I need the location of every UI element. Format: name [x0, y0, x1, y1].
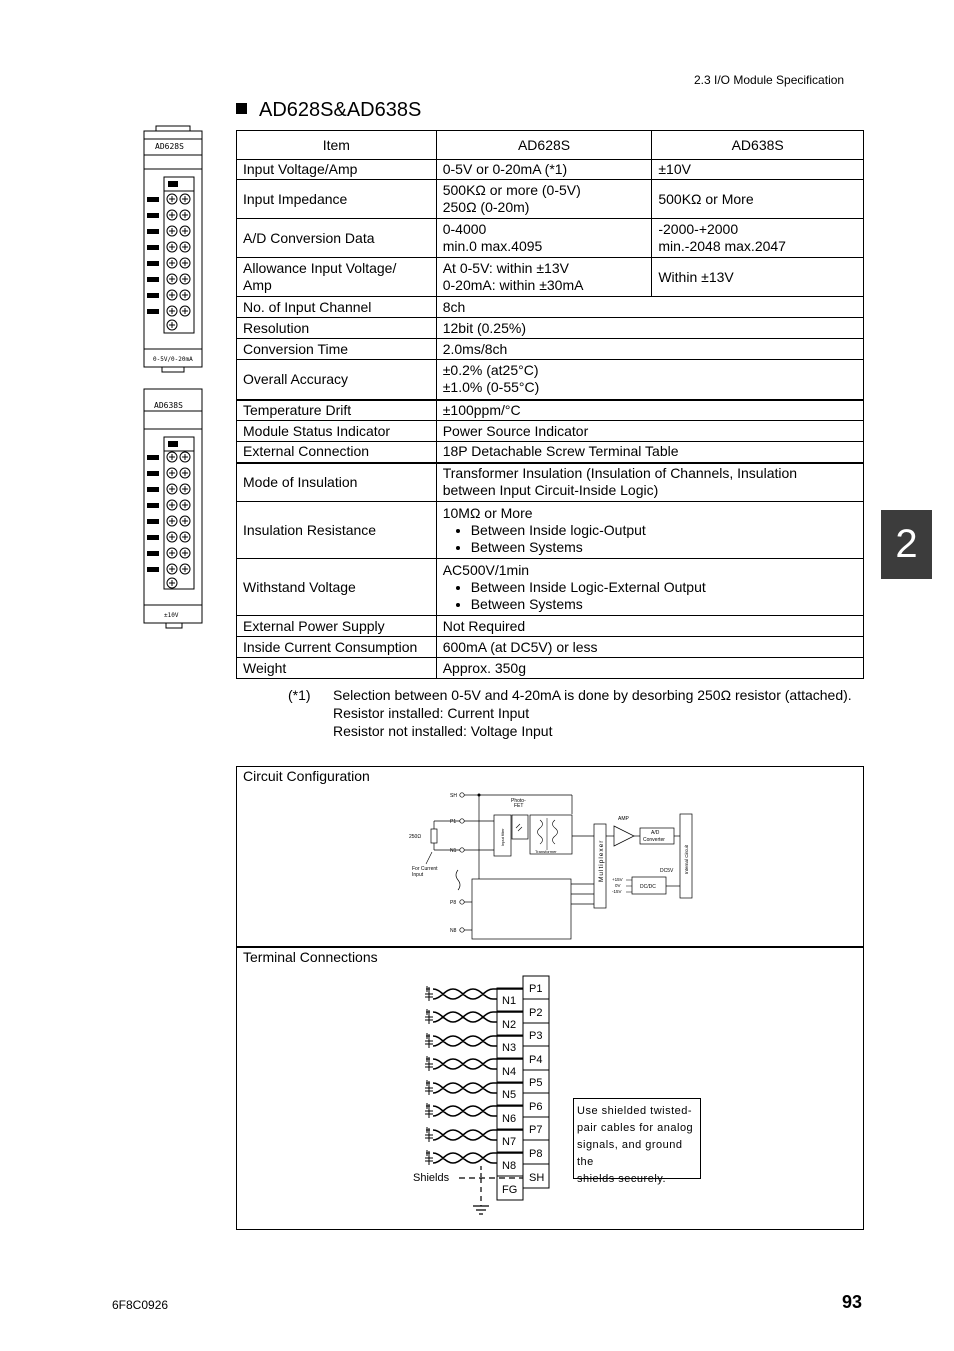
- sh-label: SH: [450, 793, 457, 799]
- row-item: Temperature Drift: [237, 400, 437, 421]
- input-filter-label: Input filter: [500, 828, 505, 846]
- rail-0v-label: 0V: [615, 883, 621, 888]
- row-item: Resolution: [237, 318, 437, 339]
- document-code: 6F8C0926: [112, 1298, 169, 1312]
- row-item: Allowance Input Voltage/ Amp: [237, 258, 437, 297]
- terminal-connections-label: Terminal Connections: [243, 949, 378, 965]
- common-value: 18P Detachable Screw Terminal Table: [436, 442, 863, 463]
- footnote-line: Selection between 0-5V and 4-20mA is done by desorbing 250Ω resistor (attached).: [333, 687, 852, 703]
- rail-plus15-label: +15V: [612, 877, 623, 882]
- ad628s-range-label: 0-5V/0-20mA: [153, 356, 193, 363]
- terminal-n8: N8: [502, 1160, 517, 1172]
- table-row: [237, 339, 864, 360]
- row-item: Weight: [237, 658, 437, 679]
- footnote-marker: (*1): [288, 687, 311, 703]
- ad638s-value: -2000-+2000 min.-2048 max.2047: [652, 219, 864, 258]
- ad628s-value: At 0-5V: within ±13V 0-20mA: within ±30mA: [436, 258, 652, 297]
- multiplexer-label: Multiplexer: [598, 839, 605, 882]
- ad638s-value: Within ±13V: [652, 258, 864, 297]
- footnote: [288, 686, 852, 740]
- row-item: Mode of Insulation: [237, 463, 437, 502]
- list-item: • Between Inside Logic-External Output: [471, 579, 857, 596]
- transformer-label: Transformer: [535, 849, 557, 854]
- table-row: [237, 400, 864, 421]
- ad628s-value: 0-5V or 0-20mA (*1): [436, 160, 652, 180]
- chapter-tab: 2: [881, 510, 932, 579]
- table-row: [237, 442, 864, 463]
- terminal-p5: P5: [529, 1077, 543, 1089]
- terminal-fg: FG: [502, 1184, 518, 1196]
- photo-fet-label: Photo-: [511, 798, 526, 804]
- shields-label: Shields: [413, 1172, 450, 1184]
- row-item: Input Impedance: [237, 180, 437, 219]
- terminal-n6: N6: [502, 1113, 517, 1125]
- row-item: External Connection: [237, 442, 437, 463]
- row-item: Conversion Time: [237, 339, 437, 360]
- for-current-label-2: Input: [412, 872, 424, 878]
- common-value: 2.0ms/8ch: [436, 339, 863, 360]
- common-value: Transformer Insulation (Insulation of Channels, Insulation between Input Circuit-Inside Logic): [436, 463, 863, 502]
- ad-converter-label: A/D: [651, 830, 660, 836]
- row-item: Input Voltage/Amp: [237, 160, 437, 180]
- n1-label: N1: [450, 848, 457, 854]
- circuit-diagram: [400, 784, 700, 944]
- table-row: [237, 258, 864, 297]
- common-value: 8ch: [436, 297, 863, 318]
- common-value: AC500V/1min • Between Inside Logic-External Output • Between Systems: [436, 559, 863, 616]
- row-item: No. of Input Channel: [237, 297, 437, 318]
- common-value: Not Required: [436, 616, 863, 637]
- terminal-p3: P3: [529, 1030, 543, 1042]
- terminal-diagram: [405, 970, 565, 1225]
- terminal-n3: N3: [502, 1042, 517, 1054]
- row-item: Overall Accuracy: [237, 360, 437, 400]
- table-row: [237, 559, 864, 616]
- dc5v-label: DC5V: [660, 868, 674, 874]
- row-item: A/D Conversion Data: [237, 219, 437, 258]
- running-header: 2.3 I/O Module Specification: [694, 73, 845, 87]
- ad638s-value: 500KΩ or More: [652, 180, 864, 219]
- bullet-list: [443, 579, 857, 613]
- terminal-p8: P8: [529, 1148, 543, 1160]
- square-bullet-icon: [236, 103, 247, 114]
- table-header-row: [237, 131, 864, 160]
- p1-label: P1: [450, 819, 457, 825]
- table-row: [237, 658, 864, 679]
- for-current-label: For Current: [412, 866, 438, 872]
- common-value: ±100ppm/°C: [436, 400, 863, 421]
- ad638s-range-label: ±10V: [164, 612, 179, 619]
- table-row: [237, 637, 864, 658]
- terminal-n5: N5: [502, 1089, 517, 1101]
- footnote-line: Resistor installed: Current Input: [333, 705, 530, 721]
- table-row: [237, 616, 864, 637]
- ad628s-value: 0-4000 min.0 max.4095: [436, 219, 652, 258]
- common-value: 10MΩ or More • Between Inside logic-Output • Between Systems: [436, 502, 863, 559]
- common-value: Power Source Indicator: [436, 421, 863, 442]
- ad-converter-label-2: Converter: [643, 837, 665, 843]
- terminal-p4: P4: [529, 1054, 543, 1066]
- divider: [236, 946, 864, 948]
- terminal-p1: P1: [529, 983, 543, 995]
- dcdc-label: DC/DC: [640, 884, 656, 890]
- amp-label: AMP: [618, 816, 629, 822]
- footnote-line: Resistor not installed: Voltage Input: [333, 723, 553, 739]
- ad628s-value: 500KΩ or more (0-5V) 250Ω (0-20m): [436, 180, 652, 219]
- table-row: [237, 360, 864, 400]
- section-title: [236, 99, 421, 122]
- signal-source-symbols: [425, 986, 433, 1165]
- terminal-p2: P2: [529, 1007, 543, 1019]
- photo-fet-label-2: FET: [514, 803, 524, 809]
- ad638s-module-illustration: [140, 387, 206, 629]
- table-row: [237, 297, 864, 318]
- rail-minus15-label: -15V: [612, 889, 622, 894]
- table-row: [237, 463, 864, 502]
- table-row: [237, 502, 864, 559]
- ad638s-module-name: AD638S: [154, 401, 183, 410]
- table-row: [237, 160, 864, 180]
- row-item: Withstand Voltage: [237, 559, 437, 616]
- terminal-p6: P6: [529, 1101, 543, 1113]
- ad638s-value: ±10V: [652, 160, 864, 180]
- common-value: Approx. 350g: [436, 658, 863, 679]
- table-row: [237, 180, 864, 219]
- table-row: [237, 219, 864, 258]
- row-item: Insulation Resistance: [237, 502, 437, 559]
- spec-table: [236, 130, 864, 679]
- table-row: [237, 318, 864, 339]
- column-header: AD628S: [436, 131, 652, 160]
- common-value: 600mA (at DC5V) or less: [436, 637, 863, 658]
- column-header: AD638S: [652, 131, 864, 160]
- terminal-n2: N2: [502, 1019, 517, 1031]
- resistor-250-label: 250Ω: [409, 834, 422, 840]
- bullet-list: [443, 522, 857, 556]
- n8-label: N8: [450, 928, 457, 934]
- row-item: Inside Current Consumption: [237, 637, 437, 658]
- page-number: 93: [842, 1292, 863, 1312]
- terminal-sh: SH: [529, 1172, 545, 1184]
- circuit-configuration-label: Circuit Configuration: [243, 768, 370, 784]
- cable-note: Use shielded twisted- pair cables for analog signals, and ground the shields securely.: [573, 1098, 701, 1179]
- list-item: • Between Systems: [471, 539, 857, 556]
- terminal-n1: N1: [502, 995, 517, 1007]
- row-item: Module Status Indicator: [237, 421, 437, 442]
- ad628s-module-illustration: [140, 125, 206, 375]
- internal-circuit-label: Internal Circuit: [684, 844, 689, 874]
- list-item: • Between Inside logic-Output: [471, 522, 857, 539]
- table-row: [237, 421, 864, 442]
- column-header: Item: [237, 131, 437, 160]
- section-title-text: AD628S&AD638S: [259, 99, 422, 121]
- list-item: • Between Systems: [471, 596, 857, 613]
- row-item: External Power Supply: [237, 616, 437, 637]
- common-value: 12bit (0.25%): [436, 318, 863, 339]
- terminal-n4: N4: [502, 1066, 517, 1078]
- common-value: ±0.2% (at25°C) ±1.0% (0-55°C): [436, 360, 863, 400]
- p8-label: P8: [450, 900, 457, 906]
- terminal-n7: N7: [502, 1136, 517, 1148]
- terminal-p7: P7: [529, 1124, 543, 1136]
- ad628s-module-name: AD628S: [155, 142, 184, 151]
